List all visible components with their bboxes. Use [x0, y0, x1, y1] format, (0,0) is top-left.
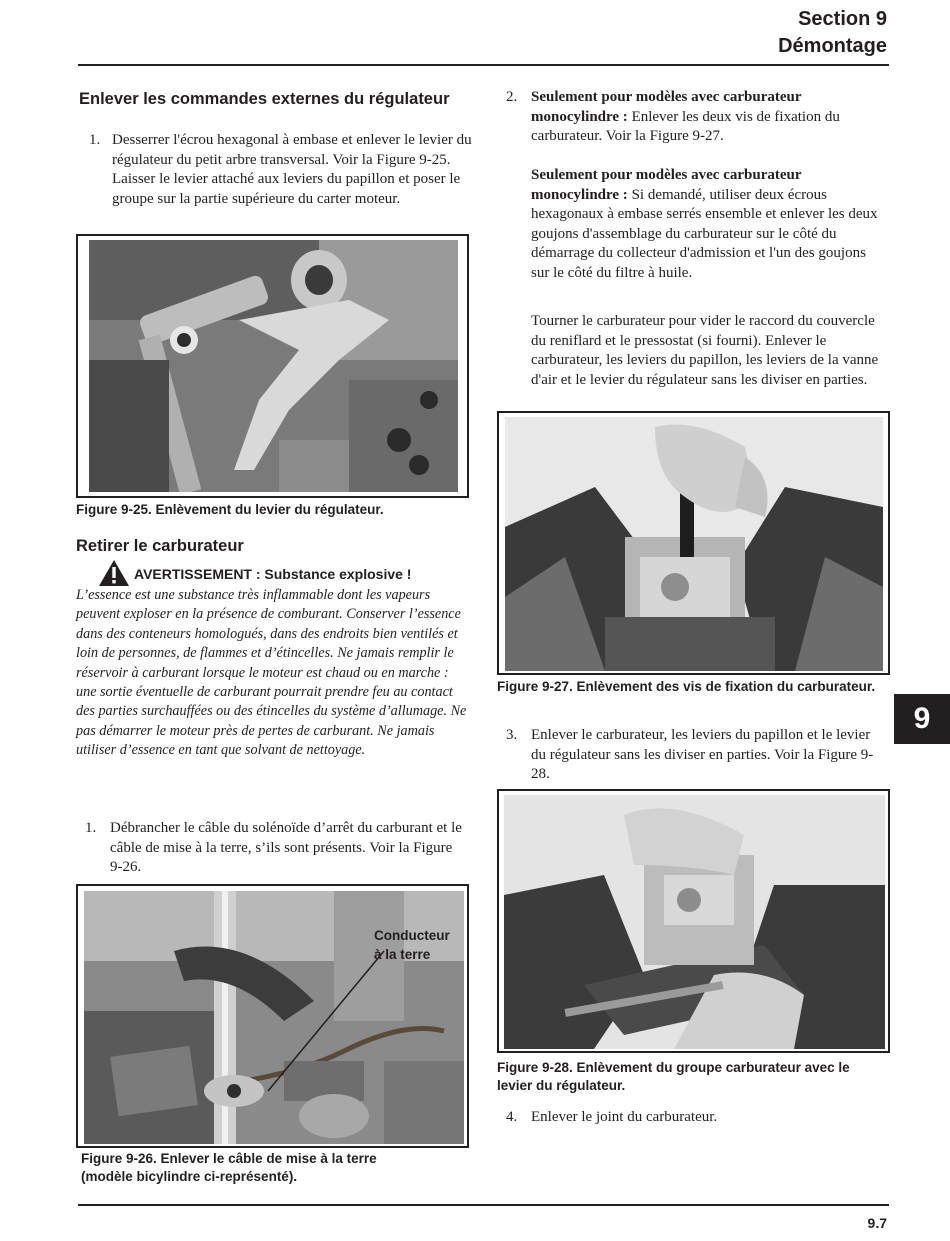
figure-9-28-frame	[497, 789, 890, 1053]
figure-9-25-caption: Figure 9-25. Enlèvement du levier du régulateur.	[76, 502, 384, 517]
section-number: Section 9	[798, 8, 887, 30]
step-number: 1.	[89, 132, 101, 148]
step-text: Enlever le carburateur, les leviers du papillon et le levier du régulateur sans les diviser en parties. Voir la Figure 9-28.	[531, 727, 874, 782]
footer-rule	[78, 1204, 889, 1206]
page-number: 9.7	[867, 1215, 887, 1231]
heading-remove-governor-controls: Enlever les commandes externes du régulateur	[79, 90, 450, 108]
figure-9-28-caption: Figure 9-28. Enlèvement du groupe carburateur avec le levier du régulateur.	[497, 1060, 850, 1093]
carburetor-assembly-photo	[504, 795, 885, 1049]
step-number: 4.	[506, 1109, 518, 1125]
step-number: 2.	[506, 89, 518, 105]
step-text: Seulement pour modèles avec carburateur monocylindre : Enlever les deux vis de fixation du carburateur. Voir la Figure 9-27.	[531, 89, 840, 144]
header-rule	[78, 64, 889, 66]
step-text: Desserrer l'écrou hexagonal à embase et enlever le levier du régulateur du petit arbre transversal. Voir la Figure 9-25. Laisser le levier attaché aux leviers du papillon et poser le groupe sur la partie supérieure du carter moteur.	[112, 132, 472, 207]
section-title: Démontage	[778, 35, 887, 57]
warning-title: AVERTISSEMENT : Substance explosive !	[134, 566, 412, 582]
section-header	[778, 6, 887, 60]
step-text: Débrancher le câble du solénoïde d’arrêt du carburant et le câble de mise à la terre, s’ils sont présents. Voir la Figure 9-26.	[110, 820, 462, 875]
warning-text: L’essence est une substance très inflammable dont les vapeurs peuvent exploser en la présence de comburant. Conserver l’essence dans des conteneurs homologués, dans des endroits bien ventilés et loin de personnes, de flammes et d’étincelles. Ne jamais remplir le réservoir à carburant lorsque le moteur est chaud ou en marche : une sortie éventuelle de carburant pourrait prendre feu au contact des parties surchauffées ou des étincelles du système d’allumage. Ne pas démarrer le moteur près de pertes de carburant. Ne jamais utiliser d’essence en tant que solvant de nettoyage.	[76, 587, 467, 759]
warning-icon	[98, 559, 130, 587]
ground-wire-callout: Conducteur à la terre	[374, 928, 450, 962]
figure-9-27-frame	[497, 411, 890, 675]
governor-lever-photo	[89, 240, 458, 492]
figure-9-26-caption: Figure 9-26. Enlever le câble de mise à la terre (modèle bicylindre ci-représenté).	[81, 1151, 377, 1184]
step-text: Seulement pour modèles avec carburateur monocylindre : Si demandé, utiliser deux écrous hexagonaux à embase serrés ensemble et enlever les deux goujons d'assemblage du carburateur sur le côté du démarrage du collecteur d'admission et l'un des goujons sur le côté du filtre à huile.	[531, 167, 878, 281]
step-text: Tourner le carburateur pour vider le raccord du couvercle du reniflard et le pressostat (si fourni). Enlever le carburateur, les leviers du papillon, les leviers de la vanne d'air et le levier du régulateur sans les diviser en parties.	[531, 313, 879, 388]
section-tab: 9	[894, 694, 950, 744]
figure-9-26-frame	[76, 884, 469, 1148]
step-number: 1.	[85, 820, 97, 836]
step-text: Enlever le joint du carburateur.	[531, 1109, 718, 1125]
step-number: 3.	[506, 727, 518, 743]
heading-remove-carburetor: Retirer le carburateur	[76, 537, 244, 555]
figure-9-27-caption: Figure 9-27. Enlèvement des vis de fixation du carburateur.	[497, 679, 876, 694]
figure-9-25-frame	[76, 234, 469, 498]
carburetor-screws-photo	[505, 417, 883, 671]
